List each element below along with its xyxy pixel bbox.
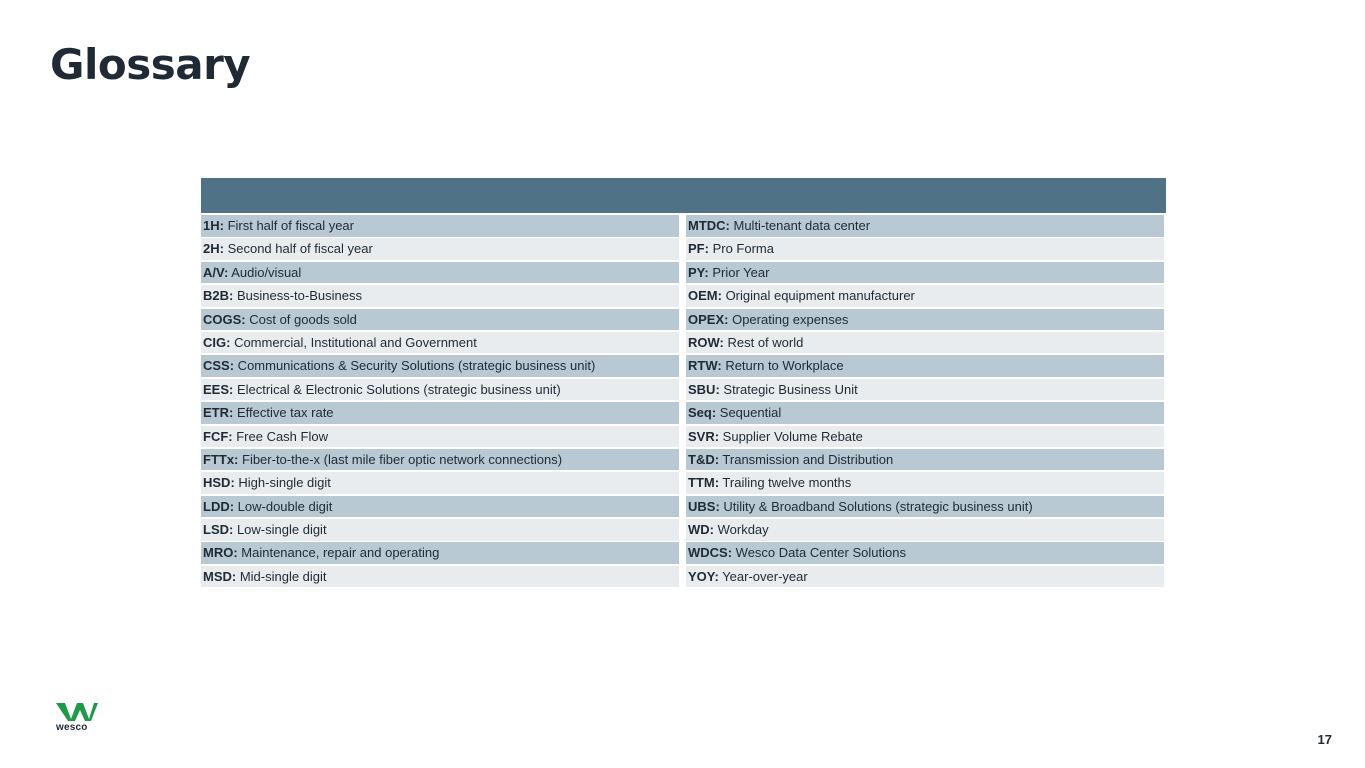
glossary-term: HSD: xyxy=(203,475,235,491)
glossary-definition: Return to Workplace xyxy=(721,358,844,374)
glossary-term: PF: xyxy=(688,241,709,257)
glossary-term: B2B: xyxy=(203,288,234,304)
glossary-entry-right xyxy=(686,566,1164,588)
glossary-definition: Rest of world xyxy=(723,334,804,350)
glossary-term: MSD: xyxy=(203,568,237,584)
glossary-definition: Supplier Volume Rebate xyxy=(719,428,863,444)
glossary-term: MTDC: xyxy=(688,218,730,233)
glossary-definition: Audio/visual xyxy=(228,264,302,280)
glossary-term: Seq: xyxy=(688,405,717,421)
glossary-term: LSD: xyxy=(203,522,234,538)
glossary-definition: Maintenance, repair and operating xyxy=(237,545,440,561)
logo-wordmark: wesco xyxy=(56,722,88,733)
glossary-definition: High-single digit xyxy=(234,475,331,491)
glossary-entry-left xyxy=(201,262,679,284)
glossary-entry-right xyxy=(686,402,1164,424)
glossary-entry-left xyxy=(201,285,679,307)
table-row xyxy=(201,542,1166,564)
glossary-term: RTW: xyxy=(688,358,722,374)
glossary-definition: Low-single digit xyxy=(233,522,327,538)
glossary-entry-right xyxy=(686,355,1164,377)
table-row xyxy=(201,566,1166,588)
glossary-definition: Commercial, Institutional and Government xyxy=(230,334,477,350)
glossary-term: PY: xyxy=(688,264,709,280)
glossary-entry-left xyxy=(201,379,679,401)
table-row xyxy=(201,519,1166,541)
table-row xyxy=(201,379,1166,401)
glossary-term: FTTx: xyxy=(203,451,239,467)
table-row xyxy=(201,355,1166,377)
glossary-definition: Original equipment manufacturer xyxy=(721,288,915,304)
glossary-definition: Effective tax rate xyxy=(233,405,334,421)
glossary-table xyxy=(201,178,1166,589)
glossary-definition: Free Cash Flow xyxy=(232,428,328,444)
glossary-term: UBS: xyxy=(688,498,720,514)
glossary-term: WD: xyxy=(688,522,714,538)
glossary-definition: First half of fiscal year xyxy=(223,218,354,233)
table-row xyxy=(201,449,1166,471)
glossary-definition: Pro Forma xyxy=(708,241,774,257)
glossary-entry-right xyxy=(686,472,1164,494)
glossary-term: CIG: xyxy=(203,334,231,350)
glossary-definition: Year-over-year xyxy=(718,568,808,584)
glossary-definition: Prior Year xyxy=(708,264,770,280)
glossary-entry-left xyxy=(201,215,679,237)
glossary-entry-right xyxy=(686,262,1164,284)
glossary-entry-right xyxy=(686,426,1164,448)
glossary-definition: Multi-tenant data center xyxy=(729,218,871,233)
glossary-entry-left xyxy=(201,309,679,331)
glossary-term: WDCS: xyxy=(688,545,733,561)
glossary-term: CSS: xyxy=(203,358,235,374)
glossary-entry-left xyxy=(201,472,679,494)
glossary-entry-left xyxy=(201,402,679,424)
glossary-entry-left xyxy=(201,542,679,564)
glossary-term: MRO: xyxy=(203,545,238,561)
glossary-rows xyxy=(201,215,1166,587)
glossary-definition: Strategic Business Unit xyxy=(719,381,858,397)
glossary-term: EES: xyxy=(203,381,234,397)
glossary-definition: Utility & Broadband Solutions (strategic business unit) xyxy=(719,498,1033,514)
glossary-definition: Workday xyxy=(714,522,769,538)
glossary-entry-left xyxy=(201,496,679,518)
glossary-definition: Mid-single digit xyxy=(236,568,327,584)
glossary-term: SVR: xyxy=(688,428,720,444)
glossary-entry-left xyxy=(201,238,679,260)
glossary-entry-right xyxy=(686,332,1164,354)
table-row xyxy=(201,472,1166,494)
glossary-entry-right xyxy=(686,309,1164,331)
table-row xyxy=(201,215,1166,237)
glossary-entry-right xyxy=(686,285,1164,307)
glossary-definition: Second half of fiscal year xyxy=(223,241,373,257)
glossary-entry-left xyxy=(201,519,679,541)
table-row xyxy=(201,285,1166,307)
glossary-entry-right xyxy=(686,238,1164,260)
glossary-definition: Sequential xyxy=(716,405,782,421)
glossary-definition: Operating expenses xyxy=(728,311,849,327)
table-row xyxy=(201,332,1166,354)
glossary-entry-right xyxy=(686,542,1164,564)
glossary-definition: Business-to-Business xyxy=(233,288,362,304)
glossary-term: SBU: xyxy=(688,381,720,397)
glossary-term: YOY: xyxy=(688,568,719,584)
page-number: 17 xyxy=(1317,732,1332,747)
glossary-entry-right xyxy=(686,215,1164,237)
glossary-term: T&D: xyxy=(688,451,720,467)
glossary-definition: Electrical & Electronic Solutions (strategic business unit) xyxy=(233,381,561,397)
glossary-definition: Cost of goods sold xyxy=(245,311,357,327)
glossary-definition: Fiber-to-the-x (last mile fiber optic network connections) xyxy=(238,451,563,467)
glossary-entry-left xyxy=(201,449,679,471)
table-row xyxy=(201,262,1166,284)
glossary-term: OPEX: xyxy=(688,311,729,327)
glossary-entry-left xyxy=(201,355,679,377)
glossary-term: 2H: xyxy=(203,241,224,257)
page-title: Glossary xyxy=(50,40,251,89)
table-row xyxy=(201,496,1166,518)
glossary-term: A/V: xyxy=(203,264,229,280)
glossary-entry-left xyxy=(201,566,679,588)
table-row xyxy=(201,238,1166,260)
glossary-definition: Trailing twelve months xyxy=(719,475,852,491)
glossary-definition: Communications & Security Solutions (strategic business unit) xyxy=(234,358,596,374)
glossary-term: COGS: xyxy=(203,311,246,327)
table-row xyxy=(201,426,1166,448)
glossary-entry-right xyxy=(686,519,1164,541)
table-header-bar xyxy=(201,178,1166,213)
glossary-definition: Wesco Data Center Solutions xyxy=(732,545,906,561)
glossary-definition: Low-double digit xyxy=(234,498,333,514)
glossary-entry-right xyxy=(686,449,1164,471)
glossary-entry-right xyxy=(686,496,1164,518)
glossary-term: ROW: xyxy=(688,334,724,350)
glossary-entry-right xyxy=(686,379,1164,401)
table-row xyxy=(201,309,1166,331)
glossary-term: TTM: xyxy=(688,475,720,491)
table-row xyxy=(201,402,1166,424)
glossary-term: OEM: xyxy=(688,288,722,304)
glossary-term: 1H: xyxy=(203,218,224,233)
glossary-term: FCF: xyxy=(203,428,233,444)
glossary-entry-left xyxy=(201,332,679,354)
glossary-term: LDD: xyxy=(203,498,235,514)
glossary-entry-left xyxy=(201,426,679,448)
glossary-term: ETR: xyxy=(203,405,234,421)
glossary-definition: Transmission and Distribution xyxy=(719,451,894,467)
